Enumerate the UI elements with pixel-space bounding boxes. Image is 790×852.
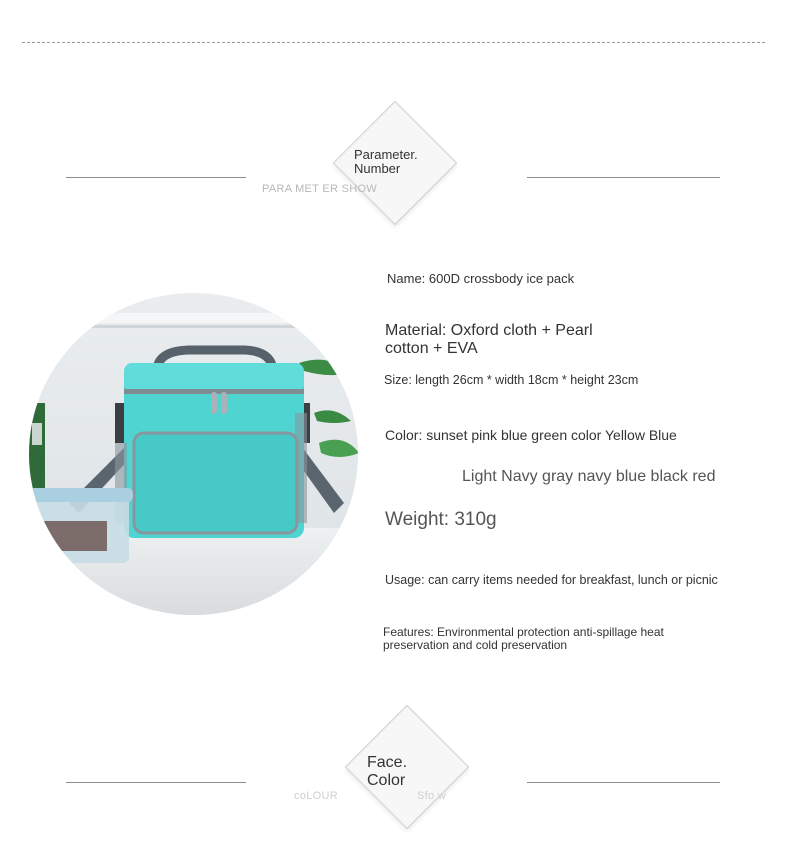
spec-color-line1: Color: sunset pink blue green color Yellow Blue bbox=[385, 427, 677, 443]
header-rule-right bbox=[527, 177, 720, 178]
footer-subtitle-left: coLOUR bbox=[294, 790, 338, 802]
footer-subtitle-right: Sfo w bbox=[417, 790, 447, 802]
spec-material-line2: cotton + EVA bbox=[385, 340, 478, 357]
header-title-line2: Number bbox=[354, 161, 401, 177]
spec-material bbox=[385, 322, 593, 358]
spec-usage: Usage: can carry items needed for breakfast, lunch or picnic bbox=[385, 573, 718, 587]
footer-title-line1: Face. bbox=[367, 754, 408, 771]
footer-rule-left bbox=[66, 782, 246, 783]
spec-color-line2: Light Navy gray navy blue black red bbox=[462, 468, 716, 485]
footer-title-line2: Color bbox=[367, 771, 406, 789]
header-rule-left bbox=[66, 177, 246, 178]
lunch-bag-illustration bbox=[29, 293, 358, 615]
spec-weight: Weight: 310g bbox=[385, 509, 497, 530]
spec-material-line1: Material: Oxford cloth + Pearl bbox=[385, 322, 593, 339]
footer-rule-right bbox=[527, 782, 720, 783]
spec-features-line2: preservation and cold preservation bbox=[383, 638, 568, 652]
product-photo bbox=[29, 293, 358, 615]
spec-size: Size: length 26cm * width 18cm * height 23cm bbox=[384, 373, 639, 387]
top-dashed-divider bbox=[22, 42, 765, 43]
spec-features bbox=[383, 626, 664, 652]
spec-features-line1: Features: Environmental protection anti-spillage heat bbox=[383, 625, 664, 639]
spec-name: Name: 600D crossbody ice pack bbox=[387, 271, 575, 286]
footer-title bbox=[367, 754, 407, 789]
header-subtitle: PARA MET ER SHOW bbox=[262, 183, 378, 195]
header-title-line1: Parameter. bbox=[354, 147, 418, 162]
header-title bbox=[354, 148, 418, 177]
